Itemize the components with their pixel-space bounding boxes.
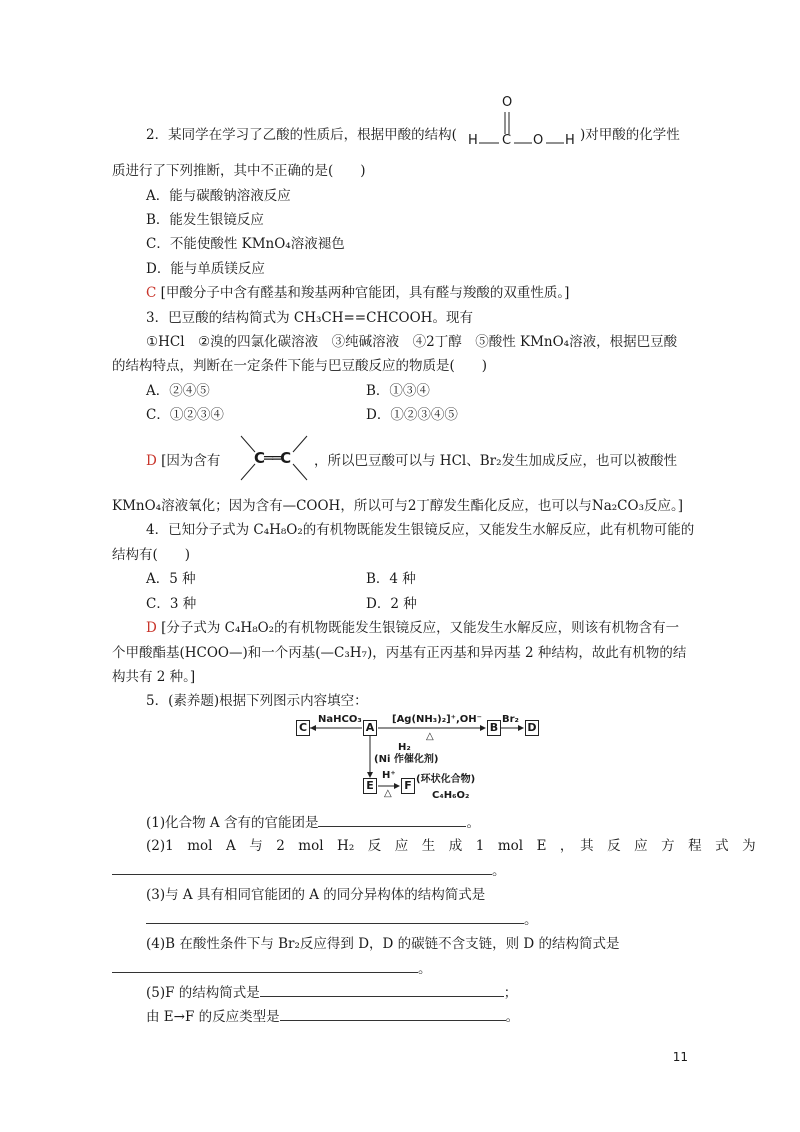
label-ni-catalyst: (Ni 作催化剂) bbox=[374, 754, 439, 765]
struct-o-top: O bbox=[502, 95, 513, 110]
q2-option-c: C．不能使酸性 KMnO₄溶液褪色 bbox=[146, 236, 345, 252]
q4-answer-letter: D bbox=[146, 620, 157, 636]
q4-answer-line3: 构共有 2 种。] bbox=[112, 669, 196, 685]
q5-p1-end: 。 bbox=[466, 815, 480, 831]
q2-answer-text: [甲酸分子中含有醛基和羧基两种官能团，具有醛与羧酸的双重性质。] bbox=[160, 285, 570, 301]
q5-part5 bbox=[146, 982, 517, 1003]
q2-answer bbox=[146, 283, 569, 303]
q5-part2-line2 bbox=[112, 860, 506, 881]
struct-o2: O bbox=[533, 133, 544, 148]
q4-stem-line1: 4．已知分子式为 C₄H₈O₂的有机物既能发生银镜反应，又能发生水解反应，此有机物可能的 bbox=[146, 522, 695, 538]
q2-option-b: B．能发生银镜反应 bbox=[146, 212, 264, 228]
label-delta-ef: △ bbox=[384, 788, 392, 799]
q2-stem-b: )对甲酸的化学性 bbox=[580, 127, 680, 143]
q2-option-d: D．能与单质镁反应 bbox=[146, 261, 265, 277]
node-a: A bbox=[363, 720, 377, 736]
q3-stem-line3: 的结构特点，判断在一定条件下能与巴豆酸反应的物质是( ) bbox=[112, 358, 488, 374]
double-bond-icon bbox=[502, 112, 512, 134]
label-hplus: H⁺ bbox=[382, 770, 396, 781]
label-delta-ab: △ bbox=[426, 731, 434, 742]
label-br2: Br₂ bbox=[502, 714, 519, 725]
q2-stem-line1 bbox=[146, 125, 457, 145]
q4-answer-line2: 个甲酸酯基(HCOO—)和一个丙基(—C₃H₇)，丙基有正丙基和异丙基 2 种结构，故此有机物的结 bbox=[112, 645, 687, 661]
q5-p5-text: (5)F 的结构简式是 bbox=[146, 985, 260, 1001]
label-formula: C₄H₆O₂ bbox=[432, 790, 470, 801]
q2-option-a: A．能与碳酸钠溶液反应 bbox=[146, 188, 291, 204]
q2-answer-letter: C bbox=[146, 285, 157, 301]
q3-stem-line1: 3．巴豆酸的结构简式为 CH₃CH==CHCOOH。现有 bbox=[146, 310, 473, 326]
answer-blank-6[interactable] bbox=[280, 1006, 506, 1021]
q5-p5-end: ； bbox=[503, 985, 518, 1001]
q5-stem: 5．(素养题)根据下列图示内容填空： bbox=[146, 693, 368, 709]
q4-option-c: C．3 种 bbox=[146, 596, 197, 612]
node-e: E bbox=[363, 778, 377, 794]
q2-stem-line2: 质进行了下列推断，其中不正确的是( ) bbox=[112, 163, 366, 179]
answer-blank-4[interactable] bbox=[112, 958, 418, 973]
answer-blank-5[interactable] bbox=[260, 982, 504, 997]
q2-stem-a: 2．某同学在学习了乙酸的性质后，根据甲酸的结构( bbox=[146, 127, 457, 143]
q4-option-d: D．2 种 bbox=[366, 596, 417, 612]
q3-answer-pre: [因为含有 bbox=[161, 453, 221, 469]
q4-answer-line1 bbox=[146, 618, 679, 638]
q5-p2-end: 。 bbox=[492, 863, 506, 879]
node-f: F bbox=[401, 778, 415, 794]
q3-answer-line1-end: ，所以巴豆酸可以与 HCl、Br₂发生加成反应，也可以被酸性 bbox=[314, 453, 677, 469]
q3-option-d: D．①②③④⑤ bbox=[366, 407, 458, 423]
single-bond-icon bbox=[514, 141, 532, 145]
page-number: 11 bbox=[672, 1050, 688, 1064]
struct-h1: H bbox=[468, 133, 478, 148]
alkene-structure bbox=[238, 432, 310, 484]
label-ring-compound: (环状化合物) bbox=[416, 774, 476, 785]
single-bond-icon bbox=[546, 141, 564, 145]
label-ag-reagent: [Ag(NH₃)₂]⁺,OH⁻ bbox=[392, 714, 482, 725]
q5-p5-end2: 。 bbox=[505, 1009, 520, 1025]
q3-answer-letter: D bbox=[146, 453, 157, 469]
answer-blank-3[interactable] bbox=[146, 909, 524, 924]
q5-part3: (3)与 A 具有相同官能团的 A 的同分异构体的结构简式是 bbox=[146, 887, 486, 903]
q3-answer-line1 bbox=[146, 451, 220, 471]
q3-option-c: C．①②③④ bbox=[146, 407, 224, 423]
single-bond-icon bbox=[479, 141, 499, 145]
q5-p5-text2: 由 E→F 的反应类型是 bbox=[146, 1009, 280, 1025]
label-h2: H₂ bbox=[398, 742, 411, 753]
q5-p3-end: 。 bbox=[524, 912, 538, 928]
q4-option-a: A．5 种 bbox=[146, 571, 196, 587]
q3-option-b: B．①③④ bbox=[366, 383, 430, 399]
q2-stem-line1-end bbox=[580, 125, 680, 145]
answer-blank-2[interactable] bbox=[112, 860, 492, 875]
formic-acid-structure bbox=[466, 95, 576, 155]
q5-part4-line2 bbox=[112, 958, 432, 979]
q5-part3-line2 bbox=[146, 909, 538, 930]
reaction-diagram bbox=[294, 712, 554, 802]
cc-double-bond: C══C bbox=[254, 449, 291, 467]
q5-part4: (4)B 在酸性条件下与 Br₂反应得到 D，D 的碳链不含支链，则 D 的结构简式是 bbox=[146, 936, 620, 952]
q4-answer-l1: [分子式为 C₄H₈O₂的有机物既能发生银镜反应，又能发生水解反应，则该有机物含有一 bbox=[161, 620, 680, 636]
node-b: B bbox=[487, 720, 501, 736]
node-c: C bbox=[296, 720, 310, 736]
struct-h2: H bbox=[565, 133, 575, 148]
q5-p1-text: (1)化合物 A 含有的官能团是 bbox=[146, 815, 319, 831]
answer-blank-1[interactable] bbox=[318, 812, 466, 827]
q4-option-b: B．4 种 bbox=[366, 571, 416, 587]
struct-c: C bbox=[502, 133, 512, 148]
q5-p4-end: 。 bbox=[418, 961, 432, 977]
q5-part2: (2)1 mol A 与 2 mol H₂ 反 应 生 成 1 mol E ， 其 反 应 方 程 式 为 bbox=[146, 838, 756, 854]
q4-stem-line2: 结构有( ) bbox=[112, 547, 191, 563]
q3-option-a: A．②④⑤ bbox=[146, 383, 210, 399]
node-d: D bbox=[525, 720, 539, 736]
q3-answer-line2: KMnO₄溶液氧化；因为含有—COOH，所以可与2丁醇发生酯化反应，也可以与Na₂CO₃反应。] bbox=[112, 498, 684, 514]
q3-stem-line2: ①HCl ②溴的四氯化碳溶液 ③纯碱溶液 ④2丁醇 ⑤酸性 KMnO₄溶液，根据巴豆酸 bbox=[146, 334, 678, 350]
label-nahco3: NaHCO₃ bbox=[318, 714, 362, 725]
q5-part5-line2 bbox=[146, 1006, 519, 1027]
q5-part1 bbox=[146, 812, 480, 833]
